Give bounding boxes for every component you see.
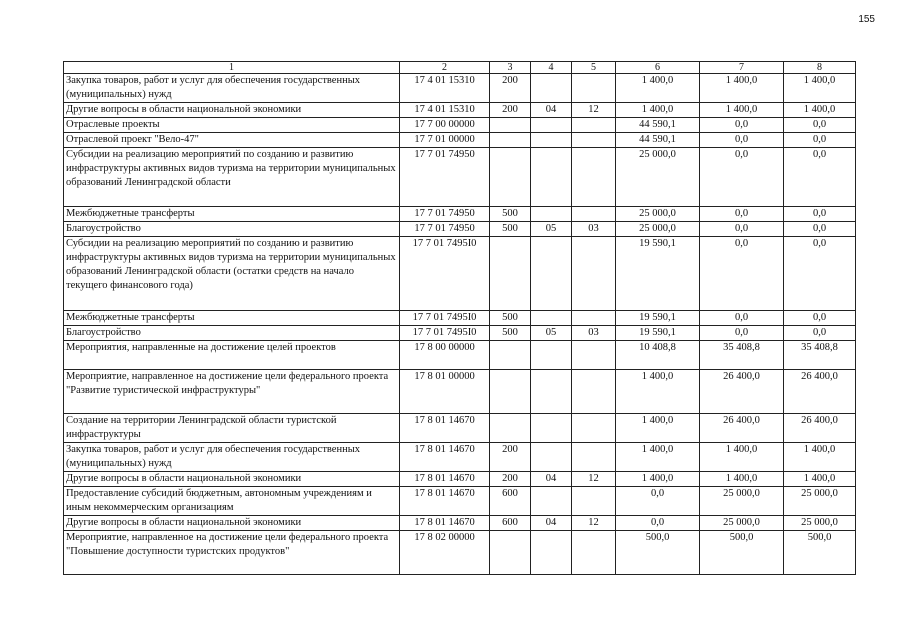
- row-name-cell: Предоставление субсидий бюджетным, автономным учреждениям и иным некоммерческим организациям: [64, 487, 400, 516]
- amount-col8-cell: 0,0: [784, 326, 856, 341]
- amount-col6-cell: 1 400,0: [616, 370, 700, 414]
- amount-col8-cell: 1 400,0: [784, 103, 856, 118]
- expense-group-cell: [490, 237, 531, 311]
- amount-col8-cell: 1 400,0: [784, 74, 856, 103]
- column-header-6: 6: [616, 62, 700, 74]
- amount-col6-cell: 25 000,0: [616, 148, 700, 207]
- amount-col8-cell: 0,0: [784, 207, 856, 222]
- column-header-8: 8: [784, 62, 856, 74]
- amount-col7-cell: 0,0: [700, 133, 784, 148]
- column-header-4: 4: [531, 62, 572, 74]
- target-code-cell: 17 8 01 14670: [400, 487, 490, 516]
- amount-col7-cell: 0,0: [700, 326, 784, 341]
- target-code-cell: 17 7 01 74950: [400, 148, 490, 207]
- expense-group-cell: [490, 148, 531, 207]
- amount-col7-cell: 1 400,0: [700, 472, 784, 487]
- subsection-cell: [572, 237, 616, 311]
- amount-col7-cell: 0,0: [700, 237, 784, 311]
- amount-col6-cell: 1 400,0: [616, 74, 700, 103]
- amount-col8-cell: 0,0: [784, 311, 856, 326]
- subsection-cell: 12: [572, 516, 616, 531]
- row-name-cell: Межбюджетные трансферты: [64, 207, 400, 222]
- amount-col7-cell: 0,0: [700, 311, 784, 326]
- amount-col8-cell: 1 400,0: [784, 443, 856, 472]
- amount-col8-cell: 0,0: [784, 133, 856, 148]
- subsection-cell: 03: [572, 222, 616, 237]
- subsection-cell: [572, 443, 616, 472]
- section-cell: [531, 237, 572, 311]
- column-header-2: 2: [400, 62, 490, 74]
- amount-col8-cell: 25 000,0: [784, 487, 856, 516]
- expense-group-cell: [490, 341, 531, 370]
- target-code-cell: 17 7 01 00000: [400, 133, 490, 148]
- target-code-cell: 17 4 01 15310: [400, 74, 490, 103]
- row-name-cell: Мероприятие, направленное на достижение цели федерального проекта "Повышение доступности туристских продуктов": [64, 531, 400, 575]
- row-name-cell: Создание на территории Ленинградской области туристской инфраструктуры: [64, 414, 400, 443]
- target-code-cell: 17 7 01 74950: [400, 207, 490, 222]
- expense-group-cell: [490, 118, 531, 133]
- expense-group-cell: 200: [490, 103, 531, 118]
- section-cell: [531, 370, 572, 414]
- amount-col8-cell: 500,0: [784, 531, 856, 575]
- amount-col7-cell: 1 400,0: [700, 443, 784, 472]
- section-cell: 05: [531, 222, 572, 237]
- amount-col7-cell: 25 000,0: [700, 487, 784, 516]
- section-cell: [531, 133, 572, 148]
- amount-col7-cell: 500,0: [700, 531, 784, 575]
- subsection-cell: [572, 370, 616, 414]
- subsection-cell: [572, 148, 616, 207]
- target-code-cell: 17 7 01 74950: [400, 222, 490, 237]
- table-row: [64, 222, 856, 237]
- amount-col7-cell: 1 400,0: [700, 74, 784, 103]
- amount-col6-cell: 1 400,0: [616, 414, 700, 443]
- table-row: [64, 531, 856, 575]
- amount-col6-cell: 19 590,1: [616, 326, 700, 341]
- target-code-cell: 17 8 01 14670: [400, 516, 490, 531]
- subsection-cell: [572, 207, 616, 222]
- row-name-cell: Отраслевой проект "Вело-47": [64, 133, 400, 148]
- section-cell: [531, 311, 572, 326]
- row-name-cell: Благоустройство: [64, 326, 400, 341]
- row-name-cell: Субсидии на реализацию мероприятий по созданию и развитию инфраструктуры активных видов туризма на территории муниципальных образований Ленинградской области (остатки средств на начало текущего финансового года): [64, 237, 400, 311]
- subsection-cell: [572, 311, 616, 326]
- row-name-cell: Закупка товаров, работ и услуг для обеспечения государственных (муниципальных) нужд: [64, 443, 400, 472]
- table-row: [64, 341, 856, 370]
- subsection-cell: 03: [572, 326, 616, 341]
- table-row: [64, 74, 856, 103]
- section-cell: [531, 74, 572, 103]
- target-code-cell: 17 7 01 7495I0: [400, 237, 490, 311]
- subsection-cell: [572, 118, 616, 133]
- expense-group-cell: 200: [490, 74, 531, 103]
- row-name-cell: Мероприятия, направленные на достижение целей проектов: [64, 341, 400, 370]
- section-cell: [531, 487, 572, 516]
- column-header-7: 7: [700, 62, 784, 74]
- amount-col7-cell: 26 400,0: [700, 370, 784, 414]
- expense-group-cell: 200: [490, 443, 531, 472]
- amount-col6-cell: 1 400,0: [616, 103, 700, 118]
- subsection-cell: [572, 487, 616, 516]
- section-cell: 04: [531, 472, 572, 487]
- amount-col6-cell: 19 590,1: [616, 311, 700, 326]
- amount-col6-cell: 0,0: [616, 516, 700, 531]
- expense-group-cell: 600: [490, 487, 531, 516]
- subsection-cell: [572, 414, 616, 443]
- page-number: 155: [858, 14, 875, 25]
- section-cell: [531, 341, 572, 370]
- target-code-cell: 17 8 01 00000: [400, 370, 490, 414]
- row-name-cell: Благоустройство: [64, 222, 400, 237]
- table-row: [64, 443, 856, 472]
- table-row: [64, 118, 856, 133]
- target-code-cell: 17 7 01 7495I0: [400, 311, 490, 326]
- amount-col8-cell: 35 408,8: [784, 341, 856, 370]
- row-name-cell: Субсидии на реализацию мероприятий по созданию и развитию инфраструктуры активных видов туризма на территории муниципальных образований Ленинградской области: [64, 148, 400, 207]
- section-cell: 04: [531, 516, 572, 531]
- amount-col7-cell: 26 400,0: [700, 414, 784, 443]
- expense-group-cell: 600: [490, 516, 531, 531]
- budget-table: [63, 61, 856, 575]
- table-body: [64, 74, 856, 575]
- table-row: [64, 311, 856, 326]
- section-cell: [531, 414, 572, 443]
- amount-col8-cell: 25 000,0: [784, 516, 856, 531]
- amount-col8-cell: 1 400,0: [784, 472, 856, 487]
- table-row: [64, 326, 856, 341]
- expense-group-cell: 500: [490, 222, 531, 237]
- section-cell: 04: [531, 103, 572, 118]
- amount-col8-cell: 26 400,0: [784, 370, 856, 414]
- row-name-cell: Закупка товаров, работ и услуг для обеспечения государственных (муниципальных) нужд: [64, 74, 400, 103]
- target-code-cell: 17 8 00 00000: [400, 341, 490, 370]
- table-row: [64, 207, 856, 222]
- subsection-cell: [572, 531, 616, 575]
- subsection-cell: [572, 133, 616, 148]
- column-header-3: 3: [490, 62, 531, 74]
- row-name-cell: Мероприятие, направленное на достижение цели федерального проекта "Развитие туристической инфраструктуры": [64, 370, 400, 414]
- amount-col7-cell: 1 400,0: [700, 103, 784, 118]
- amount-col8-cell: 0,0: [784, 148, 856, 207]
- row-name-cell: Другие вопросы в области национальной экономики: [64, 516, 400, 531]
- row-name-cell: Другие вопросы в области национальной экономики: [64, 472, 400, 487]
- column-header-5: 5: [572, 62, 616, 74]
- section-cell: [531, 531, 572, 575]
- target-code-cell: 17 7 00 00000: [400, 118, 490, 133]
- expense-group-cell: [490, 531, 531, 575]
- amount-col6-cell: 44 590,1: [616, 118, 700, 133]
- expense-group-cell: 500: [490, 207, 531, 222]
- section-cell: [531, 443, 572, 472]
- subsection-cell: 12: [572, 472, 616, 487]
- amount-col6-cell: 25 000,0: [616, 222, 700, 237]
- table-row: [64, 133, 856, 148]
- section-cell: 05: [531, 326, 572, 341]
- table-row: [64, 103, 856, 118]
- table-row: [64, 414, 856, 443]
- expense-group-cell: 200: [490, 472, 531, 487]
- amount-col6-cell: 44 590,1: [616, 133, 700, 148]
- row-name-cell: Отраслевые проекты: [64, 118, 400, 133]
- row-name-cell: Межбюджетные трансферты: [64, 311, 400, 326]
- amount-col7-cell: 35 408,8: [700, 341, 784, 370]
- header-row: [64, 62, 856, 74]
- expense-group-cell: 500: [490, 326, 531, 341]
- subsection-cell: [572, 74, 616, 103]
- amount-col6-cell: 1 400,0: [616, 472, 700, 487]
- section-cell: [531, 148, 572, 207]
- amount-col6-cell: 19 590,1: [616, 237, 700, 311]
- section-cell: [531, 118, 572, 133]
- amount-col8-cell: 0,0: [784, 222, 856, 237]
- amount-col7-cell: 0,0: [700, 118, 784, 133]
- row-name-cell: Другие вопросы в области национальной экономики: [64, 103, 400, 118]
- table-row: [64, 516, 856, 531]
- amount-col7-cell: 25 000,0: [700, 516, 784, 531]
- expense-group-cell: [490, 133, 531, 148]
- amount-col8-cell: 0,0: [784, 118, 856, 133]
- target-code-cell: 17 8 01 14670: [400, 472, 490, 487]
- table-row: [64, 472, 856, 487]
- amount-col6-cell: 25 000,0: [616, 207, 700, 222]
- table-row: [64, 370, 856, 414]
- amount-col7-cell: 0,0: [700, 222, 784, 237]
- amount-col8-cell: 0,0: [784, 237, 856, 311]
- amount-col7-cell: 0,0: [700, 207, 784, 222]
- amount-col7-cell: 0,0: [700, 148, 784, 207]
- target-code-cell: 17 8 01 14670: [400, 414, 490, 443]
- expense-group-cell: 500: [490, 311, 531, 326]
- target-code-cell: 17 4 01 15310: [400, 103, 490, 118]
- amount-col6-cell: 0,0: [616, 487, 700, 516]
- column-header-1: 1: [64, 62, 400, 74]
- table-row: [64, 148, 856, 207]
- table-row: [64, 487, 856, 516]
- amount-col6-cell: 1 400,0: [616, 443, 700, 472]
- amount-col6-cell: 500,0: [616, 531, 700, 575]
- amount-col6-cell: 10 408,8: [616, 341, 700, 370]
- target-code-cell: 17 8 01 14670: [400, 443, 490, 472]
- subsection-cell: [572, 341, 616, 370]
- amount-col8-cell: 26 400,0: [784, 414, 856, 443]
- section-cell: [531, 207, 572, 222]
- expense-group-cell: [490, 370, 531, 414]
- target-code-cell: 17 8 02 00000: [400, 531, 490, 575]
- expense-group-cell: [490, 414, 531, 443]
- target-code-cell: 17 7 01 7495I0: [400, 326, 490, 341]
- table-row: [64, 237, 856, 311]
- subsection-cell: 12: [572, 103, 616, 118]
